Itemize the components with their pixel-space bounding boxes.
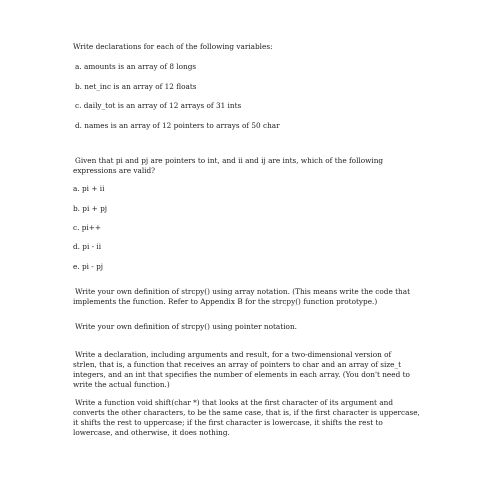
q4-line-1: Write your own definition of strcpy() using pointer notation.: [75, 322, 297, 331]
q2-intro-line-2: expressions are valid?: [73, 166, 156, 175]
q2-item-a: a. pi + ii: [73, 184, 105, 193]
q1-item-c: c. daily_tot is an array of 12 arrays of 31 ints: [75, 101, 242, 110]
q5-line-3: integers, and an int that specifies the number of elements in each array. (You don't need to: [73, 370, 410, 379]
q1-intro: Write declarations for each of the following variables:: [73, 42, 273, 51]
q2-item-b: b. pi + pj: [73, 204, 108, 213]
q3-line-2: implements the function. Refer to Appendix B for the strcpy() function prototype.): [73, 297, 378, 306]
q6-line-2: converts the other characters, to be the same case, that is, if the first character is uppercase,: [73, 408, 420, 417]
q1-item-b: b. net_inc is an array of 12 floats: [75, 82, 197, 91]
q5-line-4: write the actual function.): [73, 380, 170, 389]
q2-item-c: c. pi++: [73, 223, 101, 232]
q2-intro-line-1: Given that pi and pj are pointers to int, and ii and ij are ints, which of the following: [75, 156, 384, 165]
q2-item-d: d. pi - ii: [73, 242, 102, 251]
q6-line-4: lowercase, and otherwise, it does nothing.: [73, 428, 230, 437]
q1-item-d: d. names is an array of 12 pointers to arrays of 50 char: [75, 121, 280, 130]
q5-line-1: Write a declaration, including arguments and result, for a two-dimensional version of: [75, 350, 392, 359]
q6-line-1: Write a function void shift(char *) that looks at the first character of its argument and: [75, 398, 393, 407]
q3-line-1: Write your own definition of strcpy() using array notation. (This means write the code that: [75, 287, 411, 296]
q5-line-2: strlen, that is, a function that receives an array of pointers to char and an array of size_t: [73, 360, 402, 369]
q2-item-e: e. pi - pj: [73, 262, 103, 271]
q1-item-a: a. amounts is an array of 8 longs: [75, 62, 197, 71]
q6-line-3: it shifts the rest to uppercase; if the first character is lowercase, it shifts the rest to: [73, 418, 383, 427]
